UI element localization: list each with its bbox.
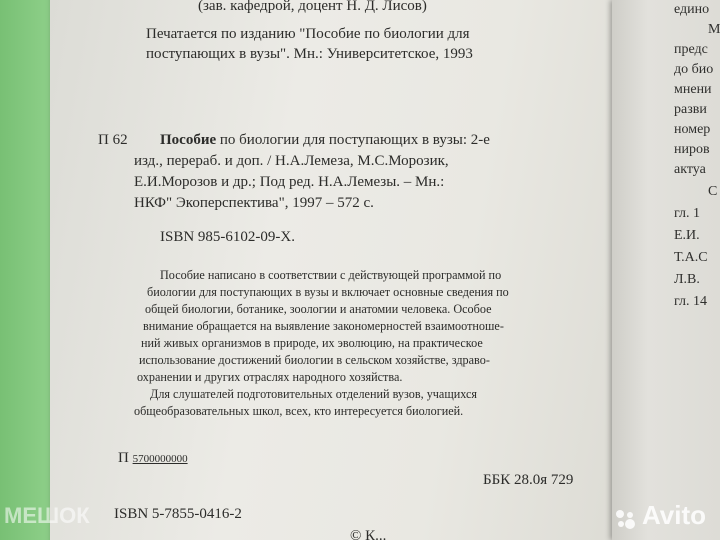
right-line-5: разви <box>674 102 707 117</box>
bottom-fragment: © К... <box>350 528 387 540</box>
abstract-line-7: Для слушателей подготовительных отделений вузов, учащихся <box>150 387 477 401</box>
right-line-4: мнени <box>674 82 712 97</box>
right-line-12: Т.А.С <box>674 250 708 265</box>
right-line-10: гл. 1 <box>674 206 701 221</box>
abstract-line-6: охранении и других отраслях народного хозяйства. <box>137 370 403 384</box>
title-bold: Пособие <box>160 132 217 148</box>
right-line-11: Е.И. <box>674 228 700 243</box>
abstract-line-3: внимание обращается на выявление закономерностей взаимоотноше- <box>143 319 504 333</box>
biblio-line-4: НКФ" Экоперспектива", 1997 – 572 с. <box>134 195 374 211</box>
right-line-7: ниров <box>674 142 710 157</box>
right-line-9: С <box>708 184 718 199</box>
code-2-prefix: П <box>118 450 129 466</box>
top-fragment: (зав. кафедрой, доцент Н. Д. Лисов) <box>198 0 427 14</box>
reprint-line-2: поступающих в вузы". Мн.: Университетское, 1993 <box>146 46 473 62</box>
biblio-line-1-rest: по биологии для поступающих в вузы: 2-е <box>219 132 490 148</box>
abstract-line-1: биологии для поступающих в вузы и включает основные сведения по <box>147 285 509 299</box>
isbn-2: ISBN 5-7855-0416-2 <box>114 506 242 522</box>
biblio-line-3: Е.И.Морозов и др.; Под ред. Н.А.Лемезы. – Мн.: <box>134 174 445 190</box>
right-line-2: предс <box>674 42 708 57</box>
right-line-0: едино <box>674 2 710 17</box>
right-line-3: до био <box>674 62 714 77</box>
biblio-line-1 <box>160 132 490 149</box>
code-2-number: 5700000000 <box>132 453 188 465</box>
avito-watermark: Avito <box>642 500 707 530</box>
reprint-line-1: Печатается по изданию "Пособие по биологии для <box>146 26 470 42</box>
abstract-line-4: ний живых организмов в природе, их эволюцию, на практическое <box>141 336 483 350</box>
isbn-1: ISBN 985-6102-09-X. <box>160 229 295 245</box>
meshok-watermark: МЕШОК <box>4 503 90 528</box>
bbk-code: ББК 28.0я 729 <box>483 472 574 488</box>
classification-code: П 62 <box>98 132 128 148</box>
abstract-line-2: общей биологии, ботанике, зоологии и анатомии человека. Особое <box>145 302 492 316</box>
right-line-8: актуа <box>674 162 706 177</box>
avito-logo-icon <box>612 506 638 532</box>
book-page <box>50 0 615 540</box>
right-book-page <box>612 0 720 540</box>
abstract-line-5: использование достижений биологии в сельском хозяйстве, здраво- <box>139 353 490 367</box>
right-line-1: М <box>708 22 720 37</box>
code-2 <box>118 450 188 467</box>
abstract-line-0: Пособие написано в соответствии с действующей программой по <box>160 268 502 282</box>
right-line-6: номер <box>674 122 711 137</box>
right-line-14: гл. 14 <box>674 294 708 309</box>
right-line-13: Л.В. <box>674 272 700 287</box>
abstract-line-8: общеобразовательных школ, всех, кто интересуется биологией. <box>134 404 464 418</box>
biblio-line-2: изд., перераб. и доп. / Н.А.Лемеза, М.С.Морозик, <box>134 153 449 169</box>
